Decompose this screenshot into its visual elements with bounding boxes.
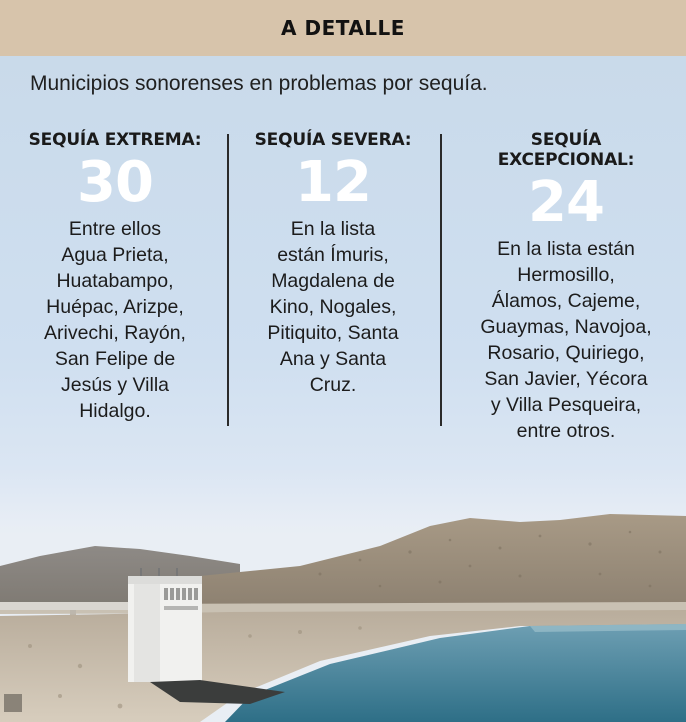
text-line: Álamos, Cajeme, [491,290,641,312]
column-label: SEQUÍA EXCEPCIONAL: [497,130,635,170]
text-line: Huépac, Arizpe, [46,296,184,318]
text-line: Hermosillo, [517,264,615,286]
content-panel [0,56,686,722]
bridge [0,602,135,610]
text-line: Huatabampo, [56,270,174,292]
text-line: En la lista están [497,238,635,260]
column-text [228,216,438,398]
text-line: Hidalgo. [79,400,151,422]
text-line: Arivechi, Rayón, [44,322,186,344]
text-line: y Villa Pesqueira, [490,394,642,416]
column-divider [440,134,442,426]
text-line: están Ímuris, [277,244,389,266]
subtitle: Municipios sonorenses en problemas por sequía. [30,72,488,95]
column-extreme-drought [10,130,220,424]
dam-reservoir-photo [0,456,686,722]
header-title: A DETALLE [281,16,405,40]
column-number: 30 [77,150,153,215]
column-label: SEQUÍA SEVERA: [254,130,412,150]
small-booth [4,694,22,712]
text-line: Pitiquito, Santa [267,322,399,344]
text-line: San Javier, Yécora [484,368,648,390]
header-bar [0,0,686,56]
text-line: Kino, Nogales, [269,296,397,318]
column-text [461,236,671,444]
column-text [10,216,220,424]
column-number: 12 [295,150,371,215]
text-line: Agua Prieta, [61,244,169,266]
column-severe-drought [228,130,438,398]
text-line: Ana y Santa [279,348,387,370]
column-label: SEQUÍA EXTREMA: [28,130,202,150]
text-line: Jesús y Villa [60,374,170,396]
text-line: En la lista [290,218,376,240]
text-line: San Felipe de [54,348,176,370]
text-line: Entre ellos [68,218,162,240]
text-line: Guaymas, Navojoa, [480,316,652,338]
text-line: Magdalena de [271,270,395,292]
text-line: Rosario, Quiriego, [487,342,645,364]
intake-tower [128,568,202,682]
column-number: 24 [528,170,604,235]
text-line: entre otros. [516,420,616,442]
column-exceptional-drought [461,130,671,444]
text-line: Cruz. [309,374,357,396]
desert-hill [200,514,686,611]
